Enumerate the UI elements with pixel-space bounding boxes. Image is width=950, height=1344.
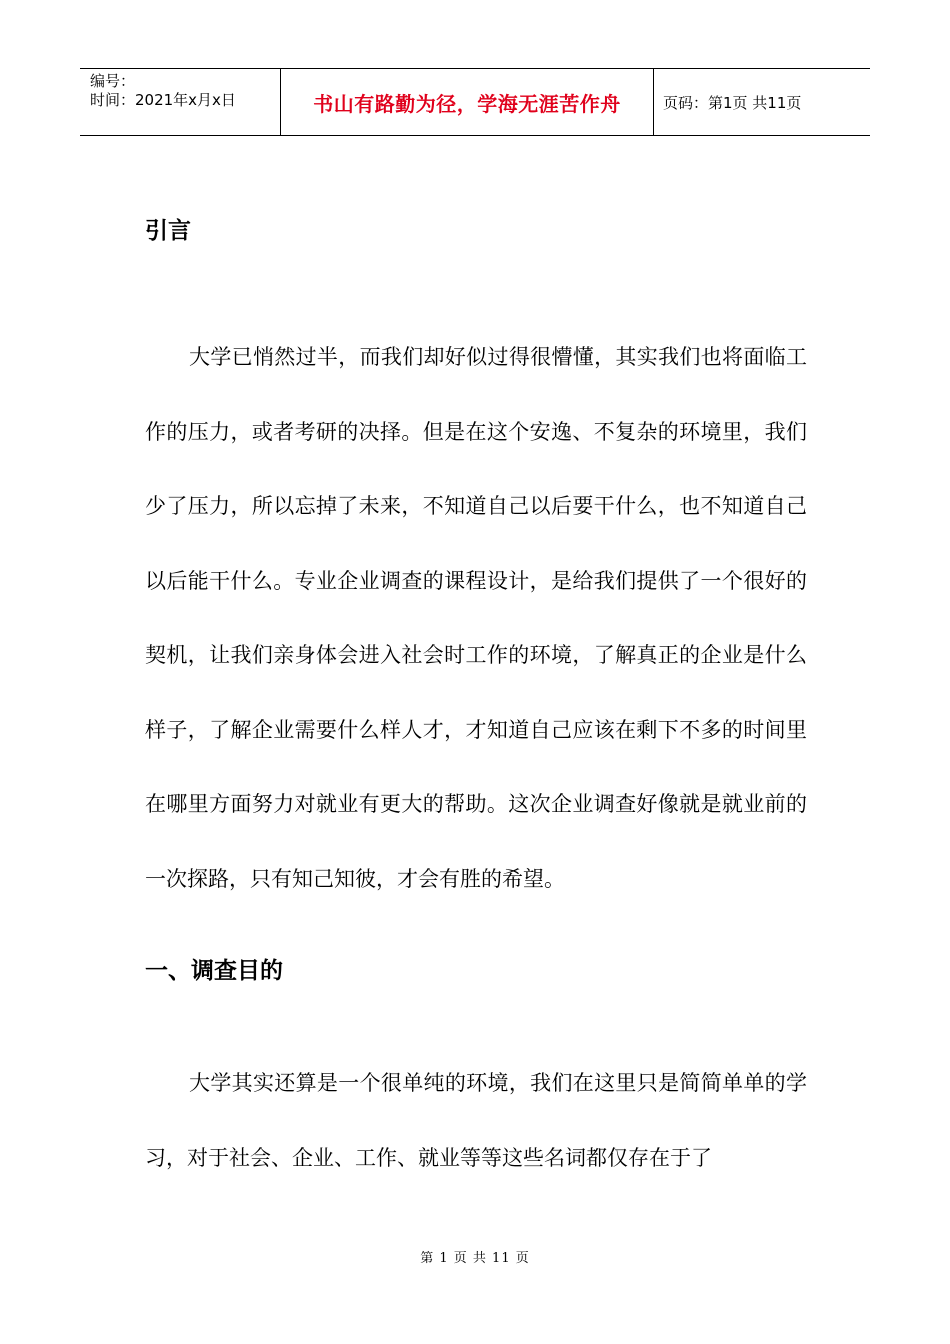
paragraph-intro: 大学已悄然过半，而我们却好似过得很懵懂，其实我们也将面临工作的压力，或者考研的决择。但是在这个安逸、不复杂的环境里，我们少了压力，所以忘掉了未来，不知道自己以后要干什么，也不知道自己以后能干什么。专业企业调查的课程设计，是给我们提供了一个很好的契机，让我们亲身体会进入社会时工作的环境，了解真正的企业是什么样子，了解企业需要什么样人才，才知道自己应该在剩下不多的时间里在哪里方面努力对就业有更大的帮助。这次企业调查好像就是就业前的一次探路，只有知己知彼，才会有胜的希望。 [145,345,807,891]
paragraph-purpose: 大学其实还算是一个很单纯的环境，我们在这里只是简简单单的学习，对于社会、企业、工作、就业等等这些名词都仅存在于了 [145,1071,807,1170]
document-number-label: 编号： [90,72,136,90]
document-time: 时间：2021年x月x日 [90,91,236,109]
page-header [80,68,870,136]
header-meta [80,69,281,135]
header-motto: 书山有路勤为径，学海无涯苦作舟 [281,69,654,135]
heading-intro: 引言 [145,218,191,244]
header-page-info: 页码：第1页 共11页 [663,93,802,112]
page-footer: 第 1 页 共 11 页 [420,1251,530,1266]
document-body [145,196,807,1195]
heading-purpose: 一、调查目的 [145,958,283,984]
